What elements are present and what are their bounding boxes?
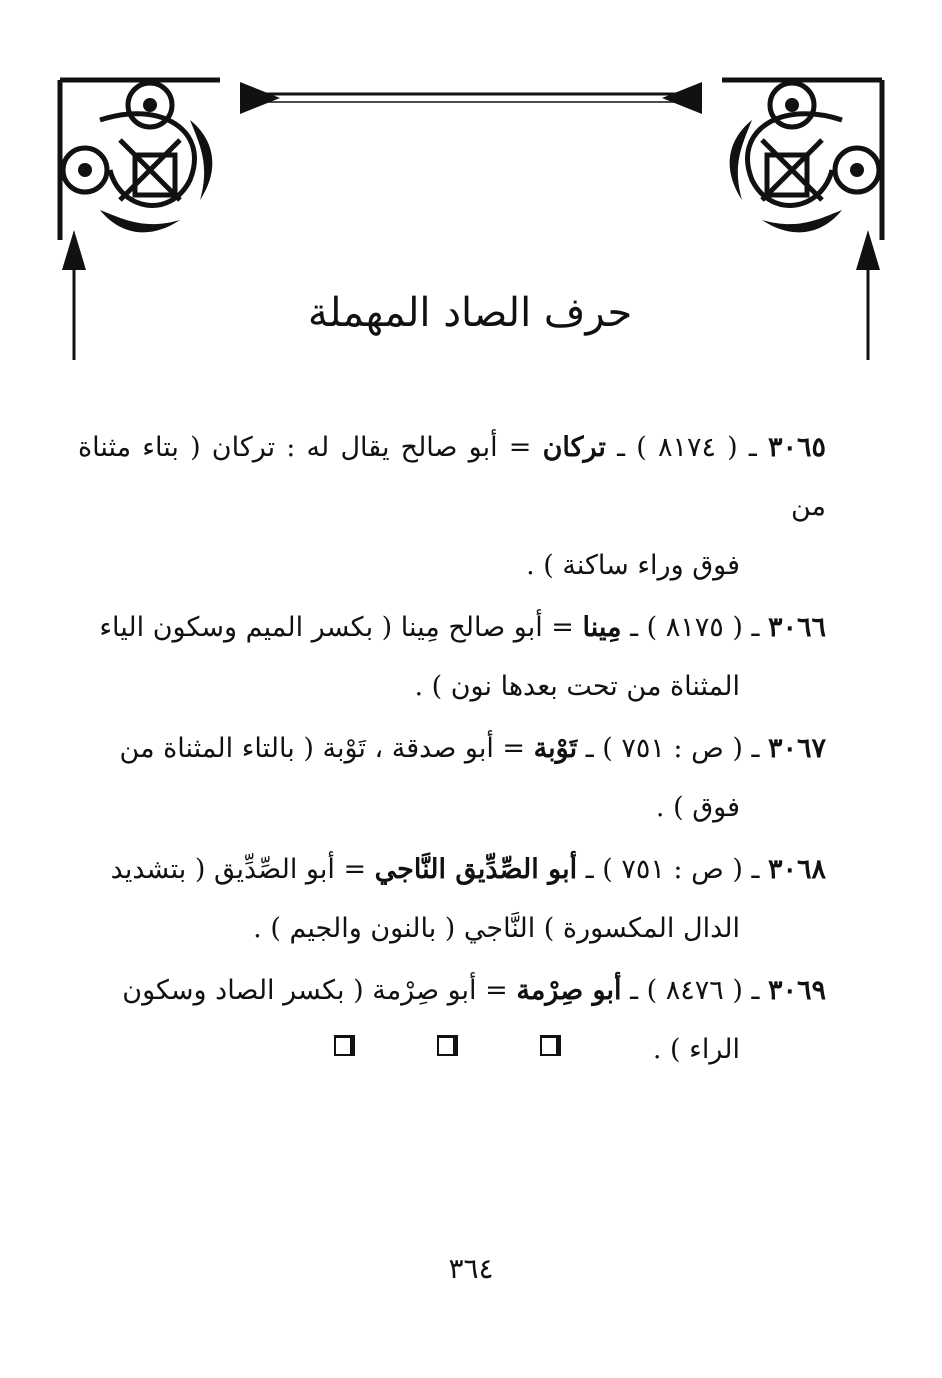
entry <box>78 719 826 837</box>
entry-number: ٣٠٦٥ <box>767 432 826 463</box>
entries-list <box>78 418 826 1082</box>
entry-number: ٣٠٦٨ <box>767 854 826 885</box>
entry-continuation: فوق ) . <box>655 792 740 823</box>
entry <box>78 840 826 958</box>
entry <box>78 598 826 716</box>
entry-text: = أبو صِرْمة ( بكسر الصاد وسكون <box>122 975 508 1006</box>
separator: ـ <box>751 733 760 764</box>
entry-name: تَوْبة <box>533 733 578 764</box>
entry <box>78 418 826 595</box>
entry-reference: ( ٨٤٧٦ ) <box>646 975 743 1006</box>
entry-name: تركان <box>542 432 606 463</box>
entry-text: = أبو الصِّدِّيق ( بتشديد <box>110 854 367 885</box>
entry-continuation: المثناة من تحت بعدها نون ) . <box>414 671 740 702</box>
page-number: ٣٦٤ <box>448 1252 494 1285</box>
separator: ـ <box>630 612 639 643</box>
square-icon <box>437 1035 458 1056</box>
entry-continuation: الدال المكسورة ) النَّاجي ( بالنون والجيم ) . <box>253 913 740 944</box>
section-end-marks <box>0 1035 942 1065</box>
separator: ـ <box>585 854 594 885</box>
entry-number: ٣٠٦٦ <box>767 612 826 643</box>
entry-text: = أبو صالح يقال له : تركان ( بتاء مثناة من <box>78 432 826 522</box>
entry-reference: ( ص : ٧٥١ ) <box>602 854 743 885</box>
entry-number: ٣٠٦٧ <box>767 733 826 764</box>
entry-reference: ( ٨١٧٤ ) <box>636 432 738 463</box>
entry-number: ٣٠٦٩ <box>767 975 826 1006</box>
separator: ـ <box>748 432 757 463</box>
entry-name: أبو صِرْمة <box>516 975 622 1006</box>
entry-name: مِينا <box>582 612 622 643</box>
separator: ـ <box>751 854 760 885</box>
entry-continuation: فوق وراء ساكنة ) . <box>526 550 740 581</box>
entry-text: = أبو صالح مِينا ( بكسر الميم وسكون الياء <box>99 612 574 643</box>
entry-reference: ( ٨١٧٥ ) <box>646 612 743 643</box>
separator: ـ <box>751 975 760 1006</box>
square-icon <box>334 1035 355 1056</box>
chapter-title: حرف الصاد المهملة <box>307 290 633 336</box>
entry-reference: ( ص : ٧٥١ ) <box>602 733 743 764</box>
entry-continuation: الراء ) . <box>652 1034 740 1065</box>
entry-text: = أبو صدقة ، تَوْبة ( بالتاء المثناة من <box>119 733 526 764</box>
square-icon <box>540 1035 561 1056</box>
separator: ـ <box>617 432 626 463</box>
separator: ـ <box>585 733 594 764</box>
separator: ـ <box>630 975 639 1006</box>
separator: ـ <box>751 612 760 643</box>
entry-name: أبو الصِّدِّيق النَّاجي <box>374 854 578 885</box>
